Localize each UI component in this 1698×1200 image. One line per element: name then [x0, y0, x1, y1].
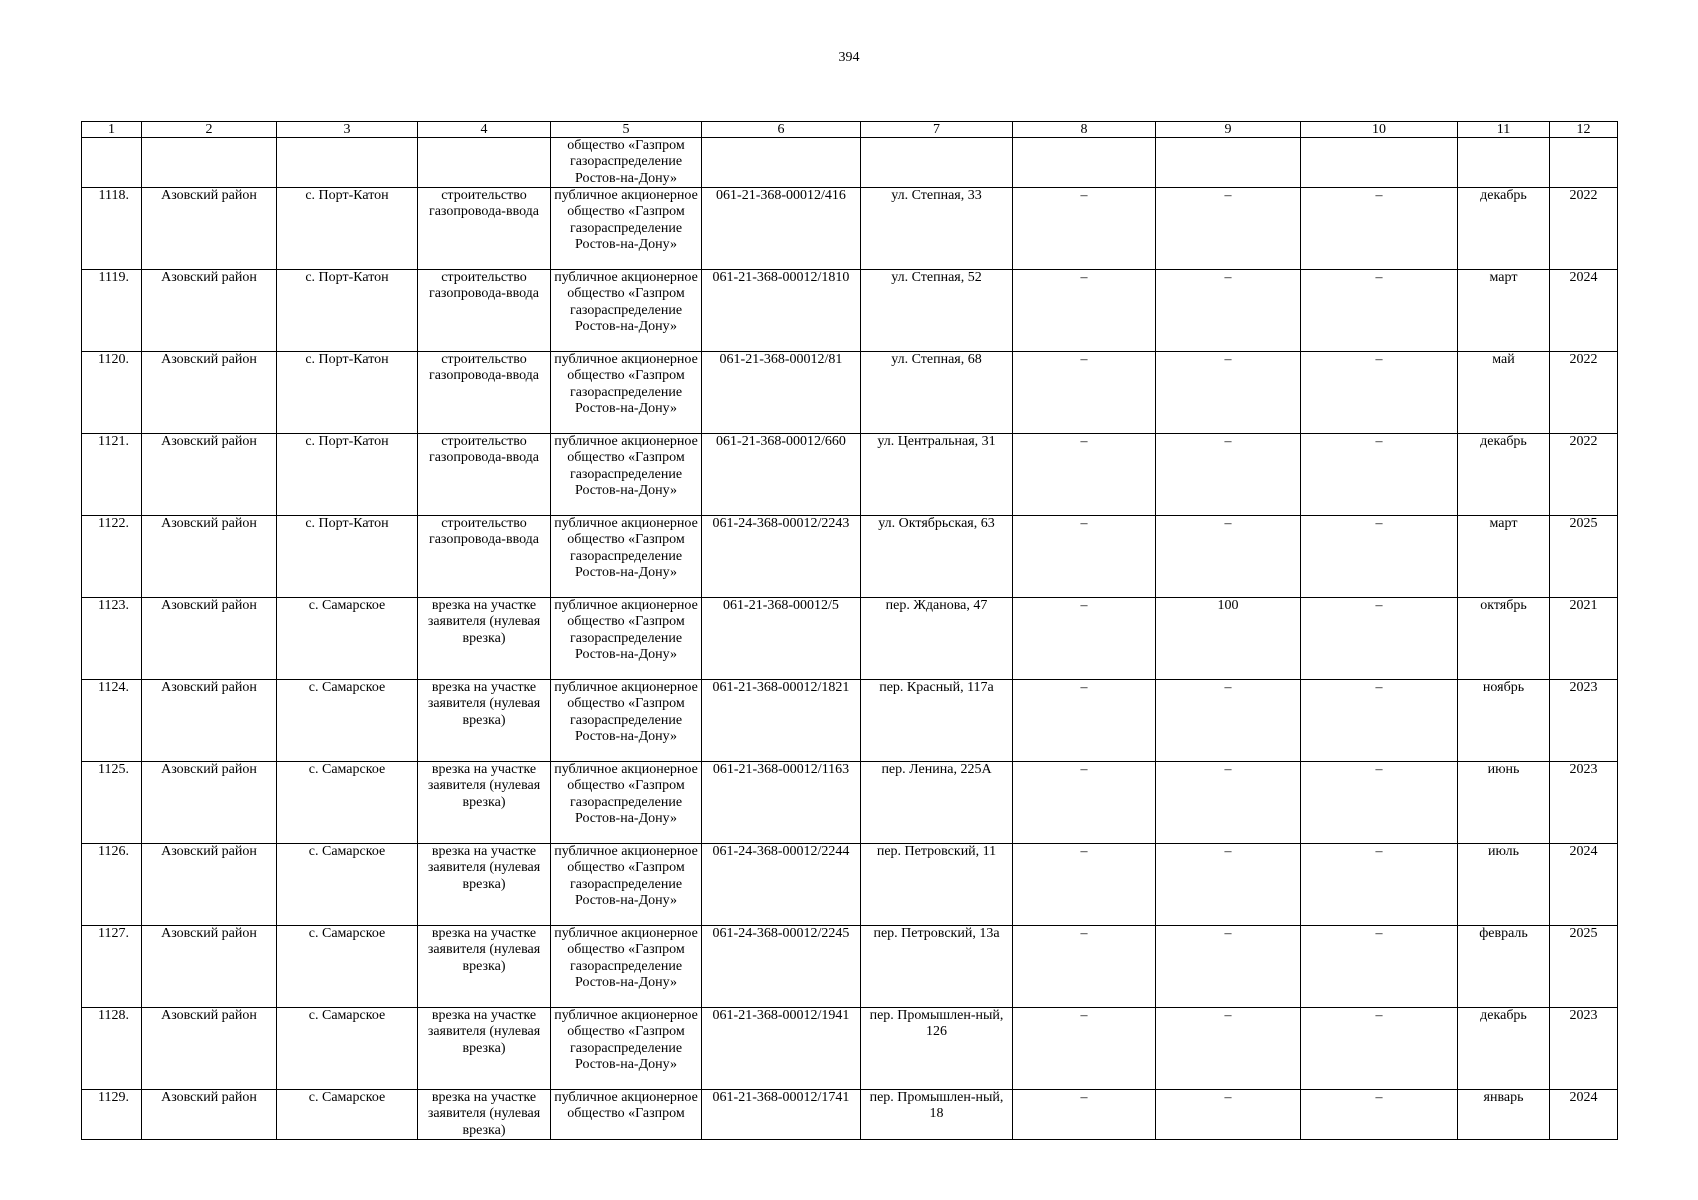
cell-col9: – [1156, 270, 1301, 352]
cell-year: 2025 [1550, 516, 1618, 598]
column-number-row [82, 122, 1618, 138]
cell-address: пер. Петровский, 13а [861, 926, 1013, 1008]
column-number: 7 [861, 122, 1013, 138]
cell-address: пер. Промышлен-ный, 18 [861, 1090, 1013, 1140]
cell-district: Азовский район [142, 844, 277, 926]
cell-locality: с. Самарское [277, 926, 418, 1008]
cell-locality: с. Порт-Катон [277, 188, 418, 270]
cell-district: Азовский район [142, 762, 277, 844]
cell-organization: публичное акционерное общество «Газпром газораспределение Ростов-на-Дону» [551, 516, 702, 598]
cell-col9: – [1156, 434, 1301, 516]
cell-district: Азовский район [142, 1090, 277, 1140]
cell-year: 2024 [1550, 844, 1618, 926]
cell-organization: публичное акционерное общество «Газпром [551, 1090, 702, 1140]
cell-col8: – [1013, 1008, 1156, 1090]
table-row [82, 1008, 1618, 1090]
cell-number: 1124. [82, 680, 142, 762]
cell-organization: публичное акционерное общество «Газпром газораспределение Ростов-на-Дону» [551, 270, 702, 352]
cell-organization: публичное акционерное общество «Газпром газораспределение Ростов-на-Дону» [551, 434, 702, 516]
cell-col8: – [1013, 434, 1156, 516]
cell-code: 061-21-368-00012/1821 [702, 680, 861, 762]
cell-district: Азовский район [142, 352, 277, 434]
cell-col10: – [1301, 516, 1458, 598]
cell-organization: общество «Газпром газораспределение Ростов-на-Дону» [551, 138, 702, 188]
cell-work-type: врезка на участке заявителя (нулевая врезка) [418, 844, 551, 926]
cell-number: 1119. [82, 270, 142, 352]
cell-col9: – [1156, 1090, 1301, 1140]
cell-organization: публичное акционерное общество «Газпром газораспределение Ростов-на-Дону» [551, 598, 702, 680]
column-number: 6 [702, 122, 861, 138]
cell-col10: – [1301, 188, 1458, 270]
page-number: 394 [838, 50, 860, 65]
cell-col10: – [1301, 434, 1458, 516]
table-row [82, 1090, 1618, 1140]
cell-organization: публичное акционерное общество «Газпром газораспределение Ростов-на-Дону» [551, 352, 702, 434]
column-number: 3 [277, 122, 418, 138]
column-number: 9 [1156, 122, 1301, 138]
cell-locality: с. Порт-Катон [277, 270, 418, 352]
cell-col9: – [1156, 762, 1301, 844]
cell-col10: – [1301, 680, 1458, 762]
table-row [82, 762, 1618, 844]
cell-code: 061-21-368-00012/1741 [702, 1090, 861, 1140]
cell-col10: – [1301, 352, 1458, 434]
cell-work-type: врезка на участке заявителя (нулевая врезка) [418, 926, 551, 1008]
continuation-row [82, 138, 1618, 188]
cell-col8: – [1013, 598, 1156, 680]
cell-district: Азовский район [142, 516, 277, 598]
cell-work-type: строительство газопровода-ввода [418, 434, 551, 516]
cell-col10: – [1301, 598, 1458, 680]
cell-code: 061-21-368-00012/1941 [702, 1008, 861, 1090]
cell-organization: публичное акционерное общество «Газпром газораспределение Ростов-на-Дону» [551, 762, 702, 844]
cell-col8: – [1013, 926, 1156, 1008]
cell-district [142, 138, 277, 188]
cell-month: март [1458, 270, 1550, 352]
cell-col8: – [1013, 1090, 1156, 1140]
cell-month: июль [1458, 844, 1550, 926]
cell-code: 061-21-368-00012/5 [702, 598, 861, 680]
cell-col9: – [1156, 844, 1301, 926]
table-row [82, 844, 1618, 926]
cell-district: Азовский район [142, 270, 277, 352]
cell-number: 1126. [82, 844, 142, 926]
cell-work-type: врезка на участке заявителя (нулевая врезка) [418, 762, 551, 844]
cell-number [82, 138, 142, 188]
column-number: 4 [418, 122, 551, 138]
cell-col8: – [1013, 762, 1156, 844]
cell-number: 1118. [82, 188, 142, 270]
cell-work-type: строительство газопровода-ввода [418, 516, 551, 598]
cell-work-type [418, 138, 551, 188]
cell-address: пер. Петровский, 11 [861, 844, 1013, 926]
cell-month: октябрь [1458, 598, 1550, 680]
column-number: 1 [82, 122, 142, 138]
cell-code [702, 138, 861, 188]
cell-year: 2021 [1550, 598, 1618, 680]
cell-number: 1127. [82, 926, 142, 1008]
cell-locality: с. Самарское [277, 680, 418, 762]
cell-col9: – [1156, 188, 1301, 270]
cell-organization: публичное акционерное общество «Газпром газораспределение Ростов-на-Дону» [551, 188, 702, 270]
cell-col8: – [1013, 188, 1156, 270]
cell-address: пер. Красный, 117а [861, 680, 1013, 762]
cell-month [1458, 138, 1550, 188]
cell-work-type: врезка на участке заявителя (нулевая врезка) [418, 598, 551, 680]
cell-address: пер. Жданова, 47 [861, 598, 1013, 680]
cell-address: ул. Степная, 33 [861, 188, 1013, 270]
cell-number: 1129. [82, 1090, 142, 1140]
cell-district: Азовский район [142, 188, 277, 270]
cell-address: ул. Октябрьская, 63 [861, 516, 1013, 598]
cell-col9: – [1156, 680, 1301, 762]
cell-number: 1121. [82, 434, 142, 516]
cell-work-type: строительство газопровода-ввода [418, 352, 551, 434]
cell-col10: – [1301, 1008, 1458, 1090]
table-row [82, 598, 1618, 680]
table-row [82, 270, 1618, 352]
cell-year: 2023 [1550, 1008, 1618, 1090]
cell-work-type: врезка на участке заявителя (нулевая врезка) [418, 1090, 551, 1140]
cell-col8: – [1013, 680, 1156, 762]
cell-col10: – [1301, 844, 1458, 926]
cell-code: 061-21-368-00012/660 [702, 434, 861, 516]
cell-year: 2023 [1550, 762, 1618, 844]
cell-col8: – [1013, 516, 1156, 598]
cell-col10: – [1301, 926, 1458, 1008]
column-number: 10 [1301, 122, 1458, 138]
cell-year: 2024 [1550, 270, 1618, 352]
cell-year: 2022 [1550, 434, 1618, 516]
cell-col8: – [1013, 270, 1156, 352]
cell-locality: с. Самарское [277, 844, 418, 926]
cell-locality: с. Порт-Катон [277, 352, 418, 434]
table-row [82, 188, 1618, 270]
cell-organization: публичное акционерное общество «Газпром газораспределение Ростов-на-Дону» [551, 680, 702, 762]
cell-number: 1128. [82, 1008, 142, 1090]
cell-district: Азовский район [142, 598, 277, 680]
cell-code: 061-21-368-00012/81 [702, 352, 861, 434]
cell-code: 061-21-368-00012/416 [702, 188, 861, 270]
cell-year [1550, 138, 1618, 188]
cell-col10: – [1301, 1090, 1458, 1140]
cell-col10 [1301, 138, 1458, 188]
cell-address [861, 138, 1013, 188]
cell-month: декабрь [1458, 188, 1550, 270]
cell-month: январь [1458, 1090, 1550, 1140]
cell-col8: – [1013, 352, 1156, 434]
cell-district: Азовский район [142, 434, 277, 516]
cell-col10: – [1301, 762, 1458, 844]
cell-month: ноябрь [1458, 680, 1550, 762]
cell-col9: – [1156, 926, 1301, 1008]
cell-month: февраль [1458, 926, 1550, 1008]
cell-organization: публичное акционерное общество «Газпром газораспределение Ростов-на-Дону» [551, 1008, 702, 1090]
cell-year: 2023 [1550, 680, 1618, 762]
cell-year: 2022 [1550, 352, 1618, 434]
cell-number: 1120. [82, 352, 142, 434]
cell-col10: – [1301, 270, 1458, 352]
cell-work-type: строительство газопровода-ввода [418, 270, 551, 352]
cell-district: Азовский район [142, 1008, 277, 1090]
cell-code: 061-24-368-00012/2244 [702, 844, 861, 926]
cell-locality: с. Самарское [277, 598, 418, 680]
cell-work-type: врезка на участке заявителя (нулевая врезка) [418, 1008, 551, 1090]
cell-locality: с. Самарское [277, 1090, 418, 1140]
cell-address: пер. Ленина, 225А [861, 762, 1013, 844]
cell-district: Азовский район [142, 926, 277, 1008]
cell-address: ул. Центральная, 31 [861, 434, 1013, 516]
cell-col9 [1156, 138, 1301, 188]
column-number: 2 [142, 122, 277, 138]
column-number: 12 [1550, 122, 1618, 138]
cell-address: ул. Степная, 52 [861, 270, 1013, 352]
cell-code: 061-24-368-00012/2243 [702, 516, 861, 598]
cell-col8 [1013, 138, 1156, 188]
cell-month: декабрь [1458, 434, 1550, 516]
cell-col9: – [1156, 1008, 1301, 1090]
cell-district: Азовский район [142, 680, 277, 762]
table-row [82, 352, 1618, 434]
cell-number: 1125. [82, 762, 142, 844]
cell-number: 1122. [82, 516, 142, 598]
cell-col8: – [1013, 844, 1156, 926]
cell-year: 2022 [1550, 188, 1618, 270]
cell-month: май [1458, 352, 1550, 434]
cell-year: 2024 [1550, 1090, 1618, 1140]
cell-year: 2025 [1550, 926, 1618, 1008]
cell-month: декабрь [1458, 1008, 1550, 1090]
cell-address: ул. Степная, 68 [861, 352, 1013, 434]
cell-col9: – [1156, 516, 1301, 598]
gas-connection-registry-table [81, 121, 1618, 1140]
cell-locality: с. Самарское [277, 762, 418, 844]
column-number: 8 [1013, 122, 1156, 138]
cell-organization: публичное акционерное общество «Газпром газораспределение Ростов-на-Дону» [551, 844, 702, 926]
cell-number: 1123. [82, 598, 142, 680]
table-row [82, 926, 1618, 1008]
cell-col9: – [1156, 352, 1301, 434]
table-row [82, 516, 1618, 598]
cell-locality: с. Порт-Катон [277, 434, 418, 516]
cell-work-type: врезка на участке заявителя (нулевая врезка) [418, 680, 551, 762]
cell-month: июнь [1458, 762, 1550, 844]
cell-locality [277, 138, 418, 188]
cell-locality: с. Порт-Катон [277, 516, 418, 598]
column-number: 11 [1458, 122, 1550, 138]
cell-work-type: строительство газопровода-ввода [418, 188, 551, 270]
cell-code: 061-24-368-00012/2245 [702, 926, 861, 1008]
cell-month: март [1458, 516, 1550, 598]
table-row [82, 434, 1618, 516]
table-row [82, 680, 1618, 762]
cell-col9: 100 [1156, 598, 1301, 680]
cell-code: 061-21-368-00012/1163 [702, 762, 861, 844]
cell-locality: с. Самарское [277, 1008, 418, 1090]
cell-organization: публичное акционерное общество «Газпром газораспределение Ростов-на-Дону» [551, 926, 702, 1008]
column-number: 5 [551, 122, 702, 138]
cell-address: пер. Промышлен-ный, 126 [861, 1008, 1013, 1090]
cell-code: 061-21-368-00012/1810 [702, 270, 861, 352]
